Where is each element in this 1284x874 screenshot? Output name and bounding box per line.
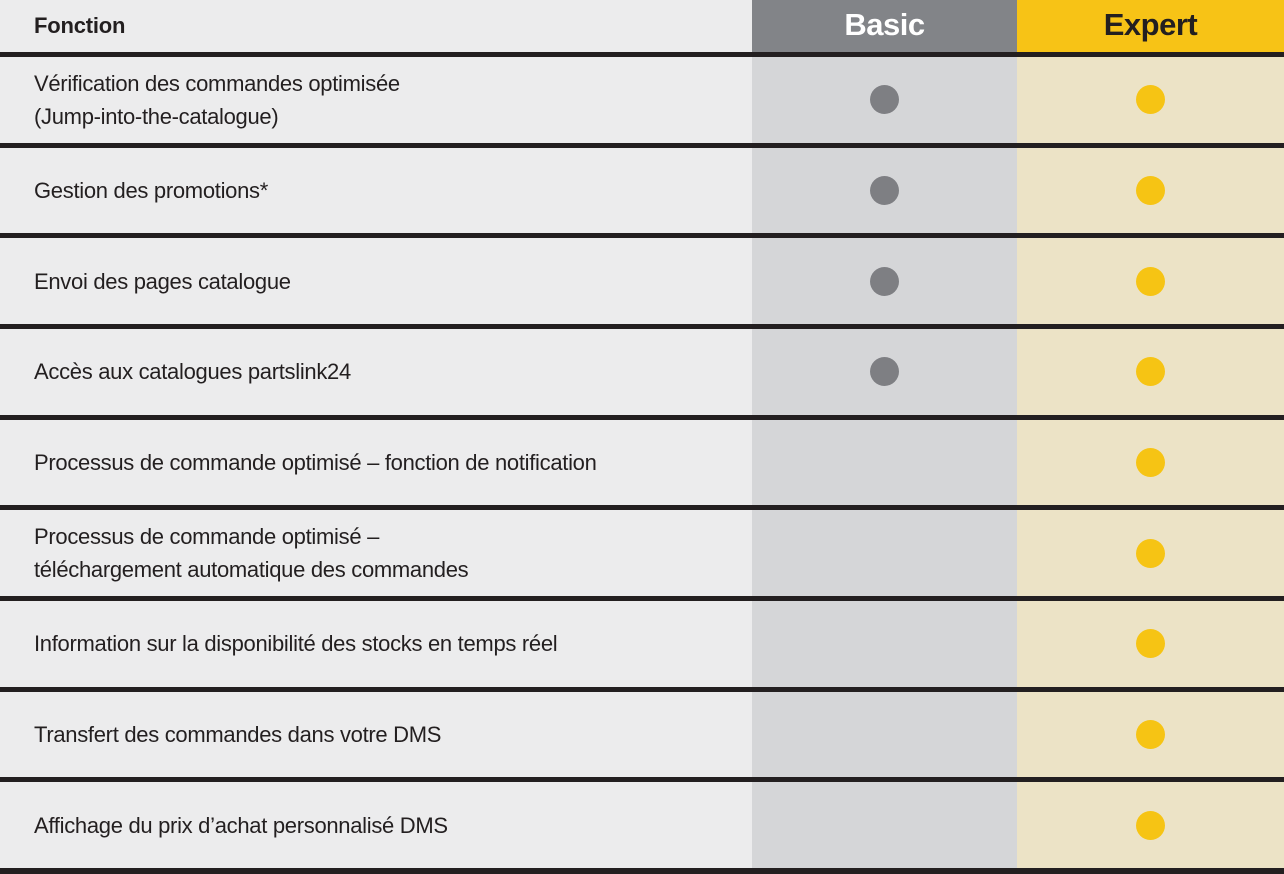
table-row [0, 596, 1284, 687]
basic-plan-cell [752, 601, 1017, 687]
column-header-expert [1017, 0, 1284, 52]
included-dot-icon [1136, 176, 1165, 205]
included-dot-icon [1136, 448, 1165, 477]
feature-text: Affichage du prix d’achat personnalisé DMS [34, 812, 448, 838]
feature-text: Processus de commande optimisé – fonction de notification [34, 449, 597, 475]
feature-name-cell [0, 329, 752, 415]
feature-text: Processus de commande optimisé – [34, 524, 380, 550]
feature-text: téléchargement automatique des commandes [34, 557, 469, 583]
expert-plan-label: Expert [1103, 6, 1198, 42]
feature-text: Envoi des pages catalogue [34, 268, 291, 294]
basic-plan-cell [752, 238, 1017, 324]
expert-plan-cell [1017, 238, 1284, 324]
table-row [0, 777, 1284, 868]
feature-name-cell [0, 57, 752, 143]
table-row [0, 415, 1284, 506]
basic-plan-cell [752, 420, 1017, 506]
feature-name-cell [0, 692, 752, 778]
basic-plan-cell [752, 329, 1017, 415]
included-dot-icon [1136, 85, 1165, 114]
feature-text: Transfert des commandes dans votre DMS [34, 721, 442, 747]
table-row [0, 324, 1284, 415]
fonction-header-label: Fonction [34, 13, 126, 38]
expert-plan-cell [1017, 420, 1284, 506]
column-header-fonction [0, 0, 752, 52]
table-header-row [0, 0, 1284, 52]
included-dot-icon [1136, 539, 1165, 568]
expert-plan-cell [1017, 782, 1284, 868]
table-row [0, 52, 1284, 143]
feature-name-cell [0, 601, 752, 687]
basic-plan-cell [752, 782, 1017, 868]
table-row [0, 233, 1284, 324]
included-dot-icon [870, 176, 899, 205]
basic-plan-cell [752, 148, 1017, 234]
expert-plan-cell [1017, 601, 1284, 687]
expert-plan-cell [1017, 57, 1284, 143]
table-row [0, 505, 1284, 596]
feature-text: Accès aux catalogues partslink24 [34, 359, 351, 385]
feature-name-cell [0, 782, 752, 868]
feature-text: (Jump-into-the-catalogue) [34, 103, 279, 129]
included-dot-icon [1136, 357, 1165, 386]
included-dot-icon [1136, 267, 1165, 296]
included-dot-icon [870, 85, 899, 114]
expert-plan-cell [1017, 510, 1284, 596]
basic-plan-cell [752, 692, 1017, 778]
included-dot-icon [1136, 629, 1165, 658]
feature-text: Vérification des commandes optimisée [34, 70, 400, 96]
feature-text: Information sur la disponibilité des stocks en temps réel [34, 631, 558, 657]
feature-name-cell [0, 420, 752, 506]
expert-plan-cell [1017, 148, 1284, 234]
basic-plan-label: Basic [844, 6, 925, 42]
feature-text: Gestion des promotions* [34, 177, 269, 203]
expert-plan-cell [1017, 692, 1284, 778]
basic-plan-cell [752, 510, 1017, 596]
expert-plan-cell [1017, 329, 1284, 415]
feature-name-cell [0, 510, 752, 596]
table-row [0, 687, 1284, 778]
included-dot-icon [1136, 720, 1165, 749]
basic-plan-cell [752, 57, 1017, 143]
included-dot-icon [870, 357, 899, 386]
feature-name-cell [0, 148, 752, 234]
column-header-basic [752, 0, 1017, 52]
included-dot-icon [1136, 811, 1165, 840]
included-dot-icon [870, 267, 899, 296]
table-row [0, 143, 1284, 234]
feature-name-cell [0, 238, 752, 324]
